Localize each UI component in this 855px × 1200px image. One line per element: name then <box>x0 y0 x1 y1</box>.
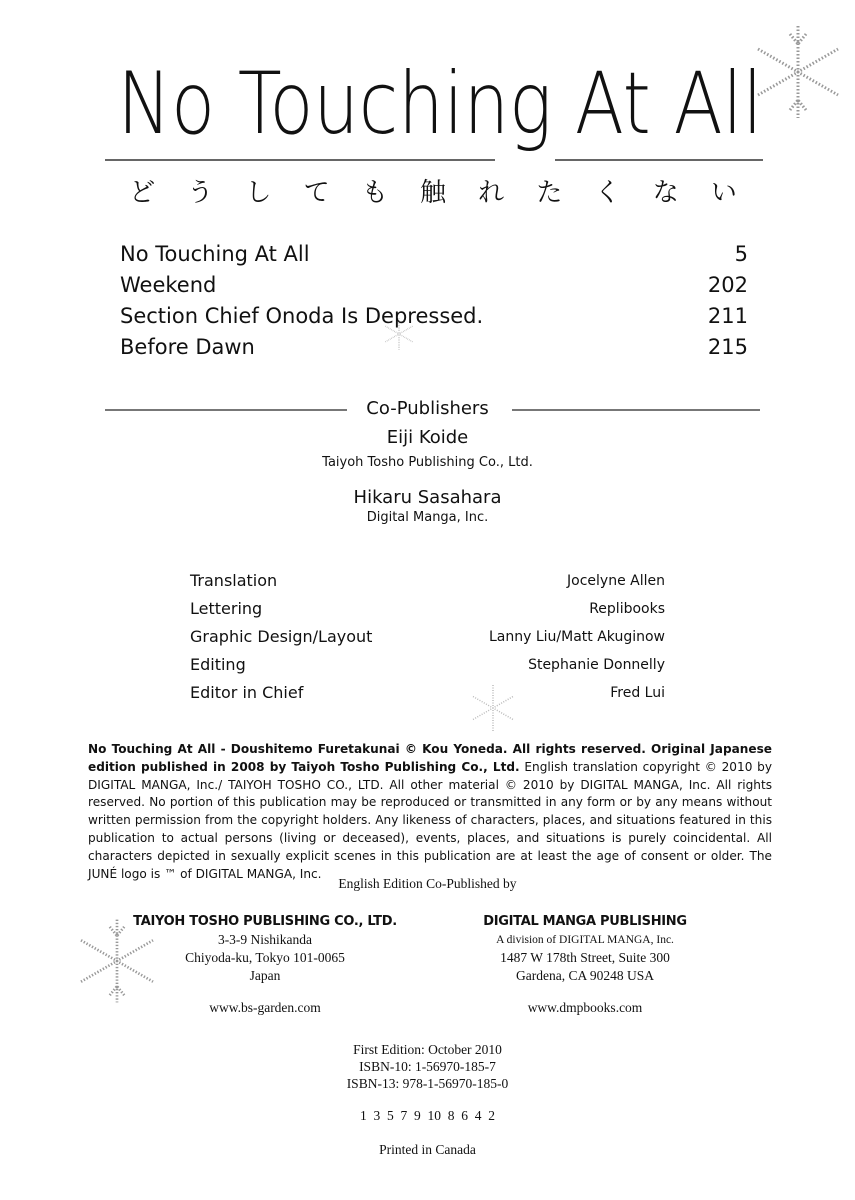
address-line: Japan <box>249 968 281 983</box>
copublisher-company: Taiyoh Tosho Publishing Co., Ltd. <box>322 455 533 470</box>
copyright-body: English translation copyright © 2010 by DIGITAL MANGA, Inc./ TAIYOH TOSHO CO., LTD. All other material © 2010 by DIGITAL MANGA, Inc. All rights reserved. No portion of this publication may be reproduced or transmitted in any form or by any means without written permission from the copyright holders. Any likeness of characters, places, and situations featured in this publication to actual persons (living or deceased), events, places, and situations is purely coincidental. All characters depicted in sexually explicit scenes in this publication are at least the age of consent or older. The JUNÉ logo is ™ of DIGITAL MANGA, Inc. <box>88 759 773 881</box>
address-line: 3-3-9 Nishikanda <box>217 932 313 947</box>
address-line: A division of DIGITAL MANGA, Inc. <box>496 934 674 946</box>
publisher-website: www.bs-garden.com <box>209 1000 321 1015</box>
credit-row <box>190 623 665 651</box>
japanese-subtitle-char: な <box>652 178 679 208</box>
copyright-notice <box>88 741 772 883</box>
snowflake-icon <box>748 22 848 122</box>
japanese-subtitle-char: れ <box>478 178 505 208</box>
toc-label: Before Dawn <box>120 335 255 359</box>
credit-name: Stephanie Donnelly <box>528 657 665 673</box>
copublisher-name: Eiji Koide <box>386 427 469 448</box>
toc-row <box>120 239 748 270</box>
toc-page: 215 <box>707 335 748 359</box>
credit-role: Editing <box>190 655 246 674</box>
toc-page: 202 <box>707 273 748 297</box>
credit-role: Graphic Design/Layout <box>190 627 373 646</box>
credit-name: Replibooks <box>589 601 665 617</box>
credit-name: Fred Lui <box>610 685 665 701</box>
address-line: Gardena, CA 90248 USA <box>516 968 654 983</box>
first-edition: First Edition: October 2010 <box>353 1042 502 1057</box>
credit-role: Editor in Chief <box>190 683 304 702</box>
japanese-subtitle <box>113 172 753 208</box>
japanese-subtitle-char: い <box>710 178 737 208</box>
publisher-dmp <box>460 913 710 1017</box>
isbn-13: ISBN-13: 978-1-56970-185-0 <box>346 1076 509 1091</box>
credits-list <box>190 567 665 707</box>
japanese-subtitle-char: し <box>245 178 272 208</box>
printing-line: 1 3 5 7 9 10 8 6 4 2 <box>360 1108 495 1123</box>
credit-row <box>190 651 665 679</box>
japanese-subtitle-char: 触 <box>420 178 447 208</box>
credit-name: Jocelyne Allen <box>567 573 665 589</box>
toc-label: No Touching At All <box>120 242 310 266</box>
credit-role: Lettering <box>190 599 263 618</box>
printed-in: Printed in Canada <box>379 1142 476 1157</box>
address-line: 1487 W 178th Street, Suite 300 <box>500 950 670 965</box>
japanese-subtitle-char: う <box>187 178 214 208</box>
copublisher-name: Hikaru Sasahara <box>353 487 502 508</box>
toc-page: 5 <box>734 242 748 266</box>
publisher-taiyoh <box>130 913 400 1017</box>
copublisher-company: Digital Manga, Inc. <box>366 510 489 525</box>
edition-note: English Edition Co-Published by <box>338 876 517 891</box>
toc-row <box>120 301 748 332</box>
publisher-name: DIGITAL MANGA PUBLISHING <box>483 914 687 929</box>
credit-name: Lanny Liu/Matt Akuginow <box>488 629 665 645</box>
table-of-contents <box>120 239 748 363</box>
copublishers-heading: Co-Publishers <box>366 398 489 419</box>
toc-label: Weekend <box>120 273 217 297</box>
copyright-bold: No Touching At All - Doushitemo Furetakunai © Kou Yoneda. All rights reserved. Original Japanese edition published in 2008 by Taiyoh Tosho Publishing Co., Ltd. <box>88 742 772 774</box>
japanese-subtitle-char: て <box>303 178 330 208</box>
credit-row <box>190 679 665 707</box>
credit-row <box>190 567 665 595</box>
toc-page: 211 <box>707 304 748 328</box>
toc-row <box>120 270 748 301</box>
credit-row <box>190 595 665 623</box>
address-line: Chiyoda-ku, Tokyo 101-0065 <box>185 950 345 965</box>
credit-role: Translation <box>190 571 278 590</box>
toc-row <box>120 332 748 363</box>
book-title: No Touching At All <box>117 54 763 154</box>
isbn-10: ISBN-10: 1-56970-185-7 <box>359 1059 496 1074</box>
publisher-website: www.dmpbooks.com <box>527 1000 643 1015</box>
publisher-name: TAIYOH TOSHO PUBLISHING CO., LTD. <box>133 914 397 929</box>
toc-label: Section Chief Onoda Is Depressed. <box>120 304 484 328</box>
japanese-subtitle-char: く <box>594 178 621 208</box>
japanese-subtitle-char: も <box>361 178 388 208</box>
japanese-subtitle-char: ど <box>129 178 156 208</box>
japanese-subtitle-char: た <box>536 178 563 208</box>
